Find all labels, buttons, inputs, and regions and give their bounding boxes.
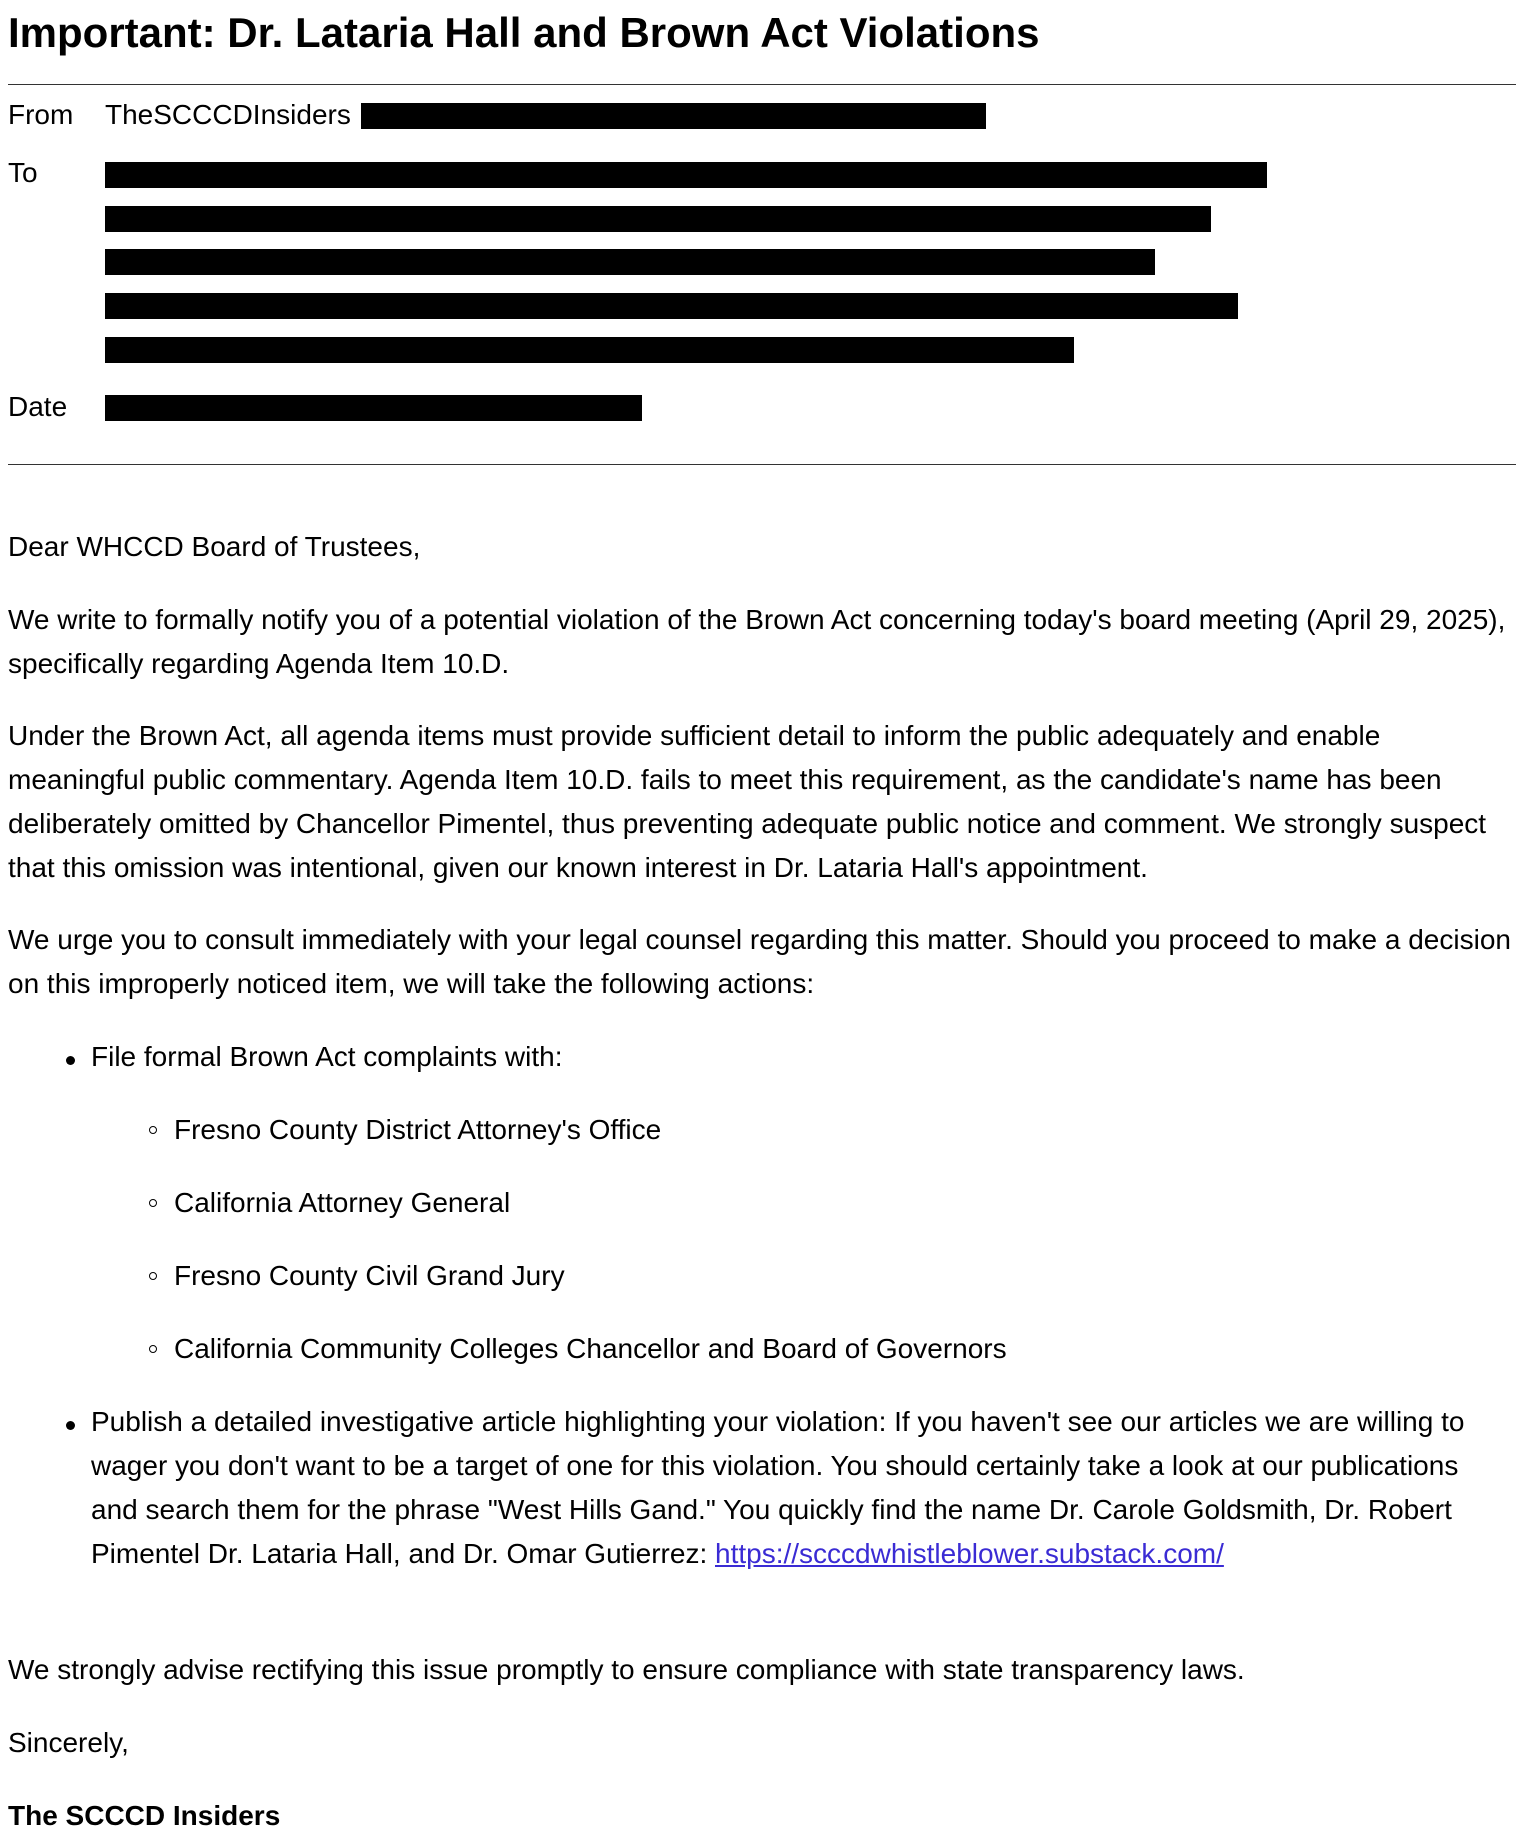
bullet-dot bbox=[66, 1056, 75, 1065]
email-subject: Important: Dr. Lataria Hall and Brown Act Violations bbox=[8, 9, 1040, 56]
redacted-date bbox=[105, 395, 642, 421]
bullet-item-publish bbox=[91, 1400, 1511, 1576]
sub-bullet-ring bbox=[149, 1126, 157, 1134]
paragraph-1 bbox=[8, 598, 1516, 686]
substack-link[interactable]: https://scccdwhistleblower.substack.com/ bbox=[715, 1538, 1224, 1569]
paragraph-3-text: We urge you to consult immediately with your legal counsel regarding this matter. Should you proceed to make a decision on this improperly noticed item, we will take the following actions: bbox=[8, 924, 1511, 999]
paragraph-2 bbox=[8, 714, 1516, 890]
to-label: To bbox=[8, 157, 38, 188]
signature-text: The SCCCD Insiders bbox=[8, 1800, 281, 1831]
header-divider-top bbox=[8, 84, 1516, 85]
paragraph-4 bbox=[8, 1648, 1516, 1692]
date-label: Date bbox=[8, 391, 68, 422]
from-label: From bbox=[8, 99, 74, 130]
redacted-from-address bbox=[361, 103, 986, 129]
redacted-recipient bbox=[105, 206, 1211, 232]
closing-text: Sincerely, bbox=[8, 1727, 129, 1758]
redacted-recipient bbox=[105, 337, 1074, 363]
sub-bullet-ring bbox=[149, 1199, 157, 1207]
bullet-dot bbox=[66, 1421, 75, 1430]
greeting-text: Dear WHCCD Board of Trustees, bbox=[8, 531, 421, 562]
sub-item: California Community Colleges Chancellor and Board of Governors bbox=[174, 1333, 1007, 1364]
sub-bullet-ring bbox=[149, 1272, 157, 1280]
sub-item: Fresno County District Attorney's Office bbox=[174, 1114, 662, 1145]
signature bbox=[8, 1794, 1516, 1838]
redacted-recipient bbox=[105, 293, 1238, 319]
header-divider-bottom bbox=[8, 464, 1516, 465]
bullet-publish-text: Publish a detailed investigative article highlighting your violation: If you haven't see our articles we are willing to wager you don't want to be a target of one for this violation. You should certainly take a look at our publications and search them for the phrase "West Hills Gand." You quickly find the name Dr. Carole Goldsmith, Dr. Robert Pimentel Dr. Lataria Hall, and Dr. Omar Gutierrez: bbox=[91, 1406, 1465, 1569]
sub-item: Fresno County Civil Grand Jury bbox=[174, 1260, 565, 1291]
bullet-item-complaints: File formal Brown Act complaints with: bbox=[91, 1041, 563, 1072]
paragraph-4-text: We strongly advise rectifying this issue promptly to ensure compliance with state transparency laws. bbox=[8, 1654, 1245, 1685]
sub-bullet-ring bbox=[149, 1345, 157, 1353]
redacted-recipient bbox=[105, 249, 1155, 275]
from-name: TheSCCCDInsiders bbox=[105, 99, 351, 130]
paragraph-2-text: Under the Brown Act, all agenda items must provide sufficient detail to inform the public adequately and enable meaningful public commentary. Agenda Item 10.D. fails to meet this requirement, as the candidate's name has been deliberately omitted by Chancellor Pimentel, thus preventing adequate public notice and comment. We strongly suspect that this omission was intentional, given our known interest in Dr. Lataria Hall's appointment. bbox=[8, 720, 1487, 883]
redacted-recipient bbox=[105, 162, 1267, 188]
sub-item: California Attorney General bbox=[174, 1187, 511, 1218]
email-greeting bbox=[8, 525, 1516, 569]
paragraph-1-text: We write to formally notify you of a potential violation of the Brown Act concerning today's board meeting (April 29, 2025), specifically regarding Agenda Item 10.D. bbox=[8, 604, 1506, 679]
paragraph-3 bbox=[8, 918, 1516, 1006]
closing bbox=[8, 1721, 1516, 1765]
